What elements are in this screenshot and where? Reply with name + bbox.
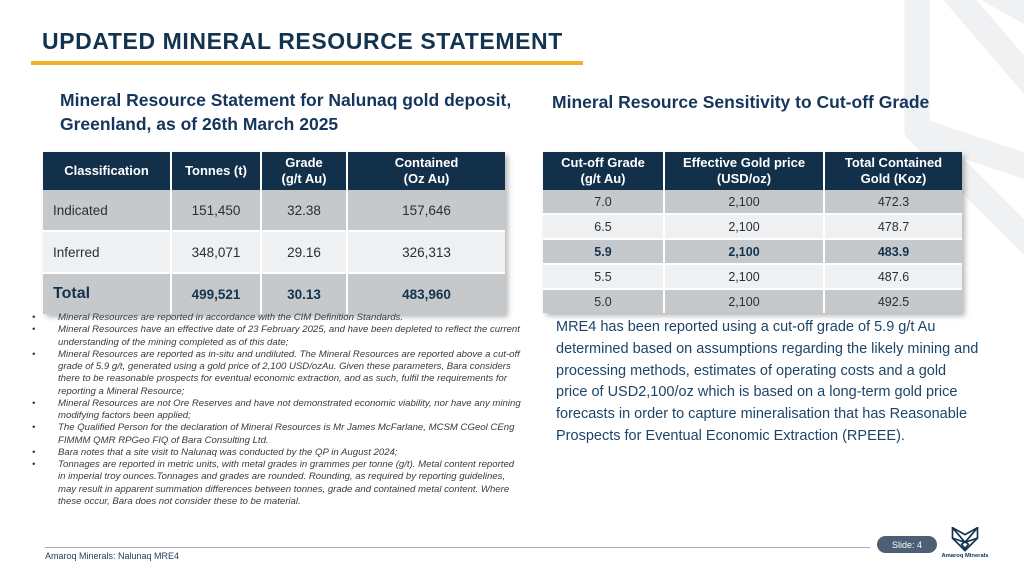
cell-price: 2,100 bbox=[665, 190, 825, 213]
header-gold-price: Effective Gold price (USD/oz) bbox=[665, 152, 825, 190]
header-contained: Contained (Oz Au) bbox=[348, 152, 505, 190]
cell-contained: 157,646 bbox=[348, 190, 505, 230]
footnote-item: • Mineral Resources are reported as in-situ and undiluted. The Mineral Resources are reported above a cut-off grade of 5.9 g/t, generated using a gold price of 2,100 USD/ozAu. Given these parameters, Bara considers there to be reasonable prospects for eventual economic extraction, and as such, fulfil the requirements for reporting a Mineral Resource; bbox=[32, 348, 520, 397]
resource-statement-heading: Mineral Resource Statement for Nalunaq gold deposit, Greenland, as of 26th March 2025 bbox=[60, 90, 512, 134]
cell-price: 2,100 bbox=[665, 290, 825, 313]
cell-cutoff: 5.9 bbox=[543, 240, 665, 263]
brand-name: Amaroq Minerals bbox=[941, 553, 989, 559]
cell-contained: 326,313 bbox=[348, 232, 505, 272]
cell-koz: 478.7 bbox=[825, 215, 962, 238]
table-row-total bbox=[43, 274, 505, 314]
footnote-item: • Tonnages are reported in metric units, with metal grades in grammes per tonne (g/t). Metal content reported in imperial troy ounces.Tonnages and grades are rounded. Rounding, as required by reporting guidelines, may result in apparent summation differences between tonnes, grade and contained metal content. Where these occur, Bara does not consider these to be material. bbox=[32, 459, 515, 507]
bullet-icon: • bbox=[32, 422, 36, 434]
cell-cutoff: 5.5 bbox=[543, 265, 665, 288]
table-row-inferred bbox=[43, 232, 505, 274]
footnote-item: • The Qualified Person for the declaration of Mineral Resources is Mr James McFarlane, MCSM CGeol CEng FIMMM QMR RPGeo FIQ of Bara Consulting Ltd. bbox=[32, 422, 515, 446]
header-classification: Classification bbox=[43, 152, 172, 190]
sensitivity-table-header bbox=[543, 152, 962, 190]
header-total-contained: Total Contained Gold (Koz) bbox=[825, 152, 962, 190]
cell-price: 2,100 bbox=[665, 265, 825, 288]
bullet-icon: • bbox=[32, 312, 36, 323]
title-underline bbox=[31, 61, 583, 65]
cell-koz: 487.6 bbox=[825, 265, 962, 288]
cell-grade: 29.16 bbox=[262, 232, 348, 272]
footer-divider bbox=[45, 547, 870, 548]
table-row-selected-cutoff bbox=[543, 240, 962, 265]
table-row bbox=[543, 265, 962, 290]
cell-cutoff: 5.0 bbox=[543, 290, 665, 313]
cell-contained: 483,960 bbox=[348, 274, 505, 314]
resource-table-body bbox=[43, 190, 505, 314]
bullet-icon: • bbox=[32, 397, 36, 409]
slide-number-badge: Slide: 4 bbox=[877, 536, 937, 553]
bullet-icon: • bbox=[32, 459, 36, 471]
cell-koz: 492.5 bbox=[825, 290, 962, 313]
table-row bbox=[543, 290, 962, 313]
mre4-description: MRE4 has been reported using a cut-off grade of 5.9 g/t Au determined based on assumptions regarding the likely mining and processing methods, estimates of operating costs and a gold price of USD2,100/oz which is based on a long-term gold price forecasts in order to capture mineralisation that has Reasonable Prospects for Eventual Economic Extraction (RPEEE). bbox=[556, 319, 979, 444]
cell-cutoff: 7.0 bbox=[543, 190, 665, 213]
sensitivity-heading: Mineral Resource Sensitivity to Cut-off Grade bbox=[552, 92, 930, 112]
cell-tonnes: 151,450 bbox=[172, 190, 262, 230]
footnotes-list bbox=[30, 312, 522, 508]
footnote-item: • Mineral Resources have an effective date of 23 February 2025, and have been depleted to reflect the current understanding of the mining completed as of this date; bbox=[32, 324, 520, 348]
footnote-item: • Bara notes that a site visit to Nalunaq was conducted by the QP in August 2024; bbox=[32, 446, 398, 458]
table-row-indicated bbox=[43, 190, 505, 232]
cell-tonnes: 348,071 bbox=[172, 232, 262, 272]
footnote-item: • Mineral Resources are not Ore Reserves and have not demonstrated economic viability, nor have any mining modifying factors been applied; bbox=[32, 397, 521, 422]
cell-grade: 32.38 bbox=[262, 190, 348, 230]
sensitivity-table-body bbox=[543, 190, 962, 313]
cell-grade: 30.13 bbox=[262, 274, 348, 314]
header-cutoff-grade: Cut-off Grade (g/t Au) bbox=[543, 152, 665, 190]
cell-tonnes: 499,521 bbox=[172, 274, 262, 314]
cell-koz: 483.9 bbox=[825, 240, 962, 263]
bullet-icon: • bbox=[32, 324, 36, 336]
cell-price: 2,100 bbox=[665, 215, 825, 238]
page-title: UPDATED MINERAL RESOURCE STATEMENT bbox=[42, 28, 563, 54]
cell-classification: Total bbox=[43, 274, 172, 314]
amaroq-fox-icon bbox=[951, 527, 979, 552]
footnote-item: • Mineral Resources are reported in accordance with the CIM Definition Standards. bbox=[32, 312, 404, 323]
cell-classification: Indicated bbox=[43, 190, 172, 230]
table-row bbox=[543, 190, 962, 215]
header-tonnes: Tonnes (t) bbox=[172, 152, 262, 190]
cell-cutoff: 6.5 bbox=[543, 215, 665, 238]
bullet-icon: • bbox=[32, 348, 36, 360]
cell-price: 2,100 bbox=[665, 240, 825, 263]
resource-statement-table bbox=[43, 152, 505, 314]
cell-classification: Inferred bbox=[43, 232, 172, 272]
cell-koz: 472.3 bbox=[825, 190, 962, 213]
header-grade: Grade (g/t Au) bbox=[262, 152, 348, 190]
sensitivity-table bbox=[543, 152, 962, 313]
bullet-icon: • bbox=[32, 446, 36, 458]
footer-source-text: Amaroq Minerals: Nalunaq MRE4 bbox=[45, 551, 180, 561]
table-row bbox=[543, 215, 962, 240]
brand-logo bbox=[934, 527, 996, 559]
resource-table-header bbox=[43, 152, 505, 190]
